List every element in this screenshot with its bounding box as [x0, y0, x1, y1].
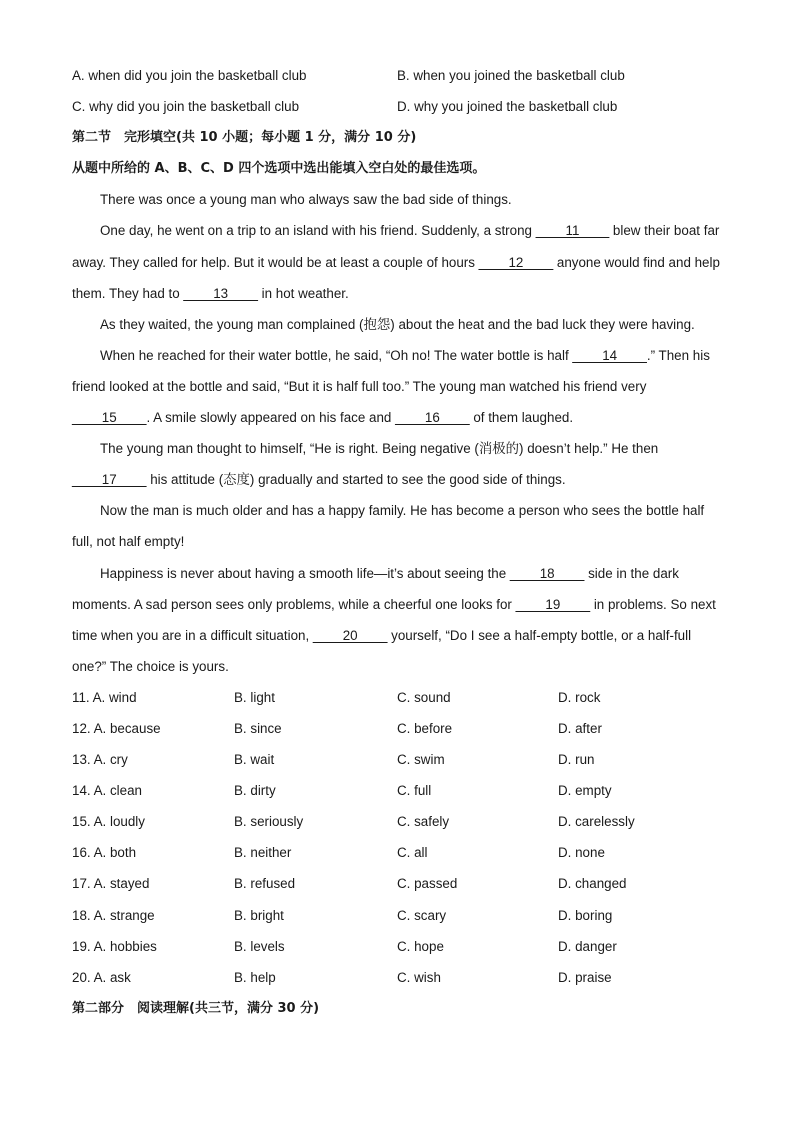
passage-text: side in the dark	[584, 565, 679, 581]
question-row	[72, 837, 722, 868]
question-row	[72, 744, 722, 775]
option-a: 16. A. both	[72, 845, 137, 861]
option-a: 12. A. because	[72, 720, 161, 736]
passage-text: blew their boat far	[609, 223, 720, 239]
passage-text: anyone would find and help	[553, 254, 720, 270]
question-row	[72, 806, 722, 837]
passage-text: When he reached for their water bottle, he said, “Oh no! The water bottle is half	[100, 347, 573, 363]
question-row	[72, 868, 722, 899]
passage-line	[72, 589, 722, 620]
question-row	[72, 900, 722, 931]
option-c: C. wish	[397, 969, 441, 985]
cloze-passage	[72, 184, 722, 682]
blank-14: ____14____	[572, 347, 647, 363]
passage-line: There was once a young man who always saw the bad side of things.	[100, 192, 512, 208]
passage-text: in hot weather.	[257, 285, 349, 301]
part-heading: 第二部分 阅读理解(共三节，满分 30 分)	[72, 1000, 320, 1016]
option-c: C. full	[397, 783, 432, 799]
blank-19: ____19____	[515, 596, 591, 612]
blank-13: ____13____	[183, 285, 258, 301]
option-b: B. since	[234, 720, 282, 736]
passage-text: yourself, “Do I see a half-empty bottle, or a half-full	[387, 627, 692, 643]
option-c: C. safely	[397, 814, 450, 830]
option-a: 18. A. strange	[72, 907, 155, 923]
option-d: D. praise	[558, 969, 612, 985]
option-d: D. after	[558, 720, 602, 736]
section-instruction: 从题中所给的 A、B、C、D 四个选项中选出能填入空白处的最佳选项。	[72, 161, 486, 177]
section-heading: 第二节 完形填空(共 10 小题；每小题 1 分，满分 10 分)	[72, 130, 417, 146]
option-b: B. dirty	[234, 783, 276, 799]
question-row	[72, 931, 722, 962]
option-c: C. passed	[397, 876, 458, 892]
question-row	[72, 775, 722, 806]
passage-line: friend looked at the bottle and said, “But it is half full too.” The young man watched his friend very	[72, 378, 647, 394]
option-b: B. levels	[234, 938, 285, 954]
option-b: B. refused	[234, 876, 296, 892]
passage-line	[72, 402, 722, 433]
passage-line	[72, 464, 722, 495]
blank-20: ____20____	[312, 627, 388, 643]
passage-text: . A smile slowly appeared on his face and	[146, 410, 396, 426]
passage-line: As they waited, the young man complained (抱怨) about the heat and the bad luck they were having.	[100, 316, 695, 332]
option-c: C. swim	[397, 752, 445, 768]
passage-text: them. They had to	[72, 285, 184, 301]
option-a: 20. A. ask	[72, 969, 131, 985]
passage-text: time when you are in a difficult situation,	[72, 627, 313, 643]
passage-line	[72, 278, 722, 309]
passage-text: of them laughed.	[469, 410, 574, 426]
passage-line	[72, 215, 722, 246]
option-b: B. help	[234, 969, 276, 985]
passage-text: Happiness is never about having a smooth life—it’s about seeing the	[100, 565, 510, 581]
option-b: B. when you joined the basketball club	[397, 68, 625, 83]
blank-12: ____12____	[478, 254, 554, 270]
option-d: D. run	[558, 752, 595, 768]
passage-text: his attitude (态度) gradually and started to see the good side of things.	[146, 472, 566, 488]
passage-line	[72, 247, 722, 278]
option-b: B. bright	[234, 907, 284, 923]
question-row	[72, 682, 722, 713]
question-row	[72, 713, 722, 744]
option-c: C. hope	[397, 938, 444, 954]
option-c: C. all	[397, 845, 428, 861]
option-a: 15. A. loudly	[72, 814, 145, 830]
option-b: B. wait	[234, 752, 275, 768]
passage-text: moments. A sad person sees only problems, while a cheerful one looks for	[72, 596, 516, 612]
option-a: 13. A. cry	[72, 752, 128, 768]
option-d: D. none	[558, 845, 605, 861]
prev-question-options-row-2	[72, 91, 722, 122]
passage-line	[72, 558, 722, 589]
option-a: A. when did you join the basketball club	[72, 68, 307, 83]
passage-text: in problems. So next	[590, 596, 716, 612]
exam-page	[72, 60, 722, 1024]
option-c: C. why did you join the basketball club	[72, 99, 300, 115]
passage-text: away. They called for help. But it would be at least a couple of hours	[72, 254, 479, 270]
option-b: B. light	[234, 689, 275, 705]
blank-17: ____17____	[72, 472, 147, 488]
passage-line: Now the man is much older and has a happy family. He has become a person who sees the bottle half	[100, 503, 705, 519]
blank-16: ____16____	[395, 410, 470, 426]
passage-line: one?” The choice is yours.	[72, 658, 229, 674]
option-a: 17. A. stayed	[72, 876, 150, 892]
blank-18: ____18____	[509, 565, 585, 581]
blank-15: ____15____	[72, 410, 147, 426]
passage-line: The young man thought to himself, “He is right. Being negative (消极的) doesn’t help.” He then	[100, 441, 659, 457]
option-d: D. why you joined the basketball club	[397, 99, 618, 115]
option-a: 11. A. wind	[72, 689, 137, 705]
option-d: D. changed	[558, 876, 627, 892]
option-a: 19. A. hobbies	[72, 938, 157, 954]
option-d: D. danger	[558, 938, 617, 954]
question-options-list	[72, 682, 722, 993]
option-c: C. sound	[397, 689, 451, 705]
passage-text: .” Then his	[646, 347, 710, 363]
option-d: D. boring	[558, 907, 613, 923]
passage-line	[72, 620, 722, 651]
option-b: B. neither	[234, 845, 292, 861]
prev-question-options-row-1	[72, 60, 722, 91]
passage-line	[72, 340, 722, 371]
passage-line: full, not half empty!	[72, 534, 185, 550]
blank-11: ____11____	[535, 223, 610, 239]
option-b: B. seriously	[234, 814, 304, 830]
option-c: C. before	[397, 720, 453, 736]
question-row	[72, 962, 722, 993]
option-a: 14. A. clean	[72, 783, 142, 799]
option-d: D. rock	[558, 689, 601, 705]
passage-text: One day, he went on a trip to an island with his friend. Suddenly, a strong	[100, 223, 536, 239]
option-d: D. empty	[558, 783, 612, 799]
option-d: D. carelessly	[558, 814, 635, 830]
option-c: C. scary	[397, 907, 447, 923]
